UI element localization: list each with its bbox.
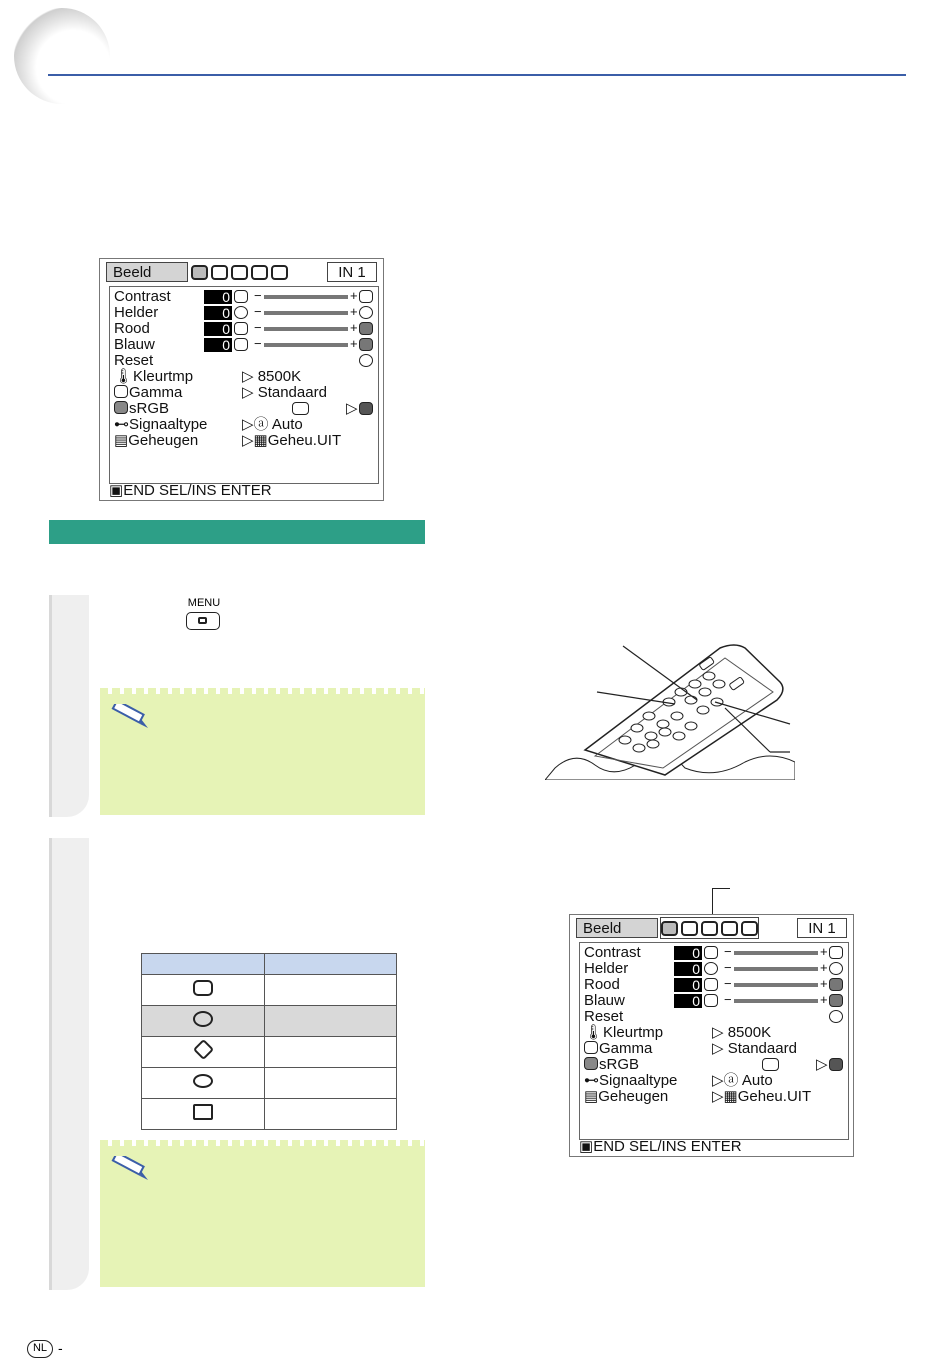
thermometer-icon: 🌡 bbox=[114, 368, 134, 385]
osd-row-signaaltype[interactable] bbox=[584, 1073, 677, 1089]
blue-high-icon bbox=[359, 338, 373, 351]
arrow-right-icon: ▷ bbox=[242, 416, 254, 433]
header-rule bbox=[48, 74, 906, 76]
contrast-icon bbox=[829, 946, 843, 959]
osd-row-label: Gamma bbox=[599, 1040, 653, 1057]
gamma-icon bbox=[584, 1041, 598, 1054]
osd-row-gamma[interactable] bbox=[114, 385, 182, 401]
arrow-right-icon: ▷ bbox=[816, 1056, 828, 1073]
step-tab-1 bbox=[49, 595, 89, 817]
menu-icon: ▣ bbox=[109, 482, 124, 499]
plus-icon: + bbox=[350, 336, 358, 351]
options-icon[interactable] bbox=[721, 921, 738, 936]
options-icon bbox=[193, 1074, 213, 1088]
blue-low-icon bbox=[704, 994, 718, 1007]
minus-icon: − bbox=[724, 944, 732, 959]
arrow-right-icon: ▷ bbox=[712, 1072, 724, 1089]
osd-footer-text: END SEL/INS ENTER bbox=[593, 1138, 742, 1155]
osd-row-rood[interactable]: Rood bbox=[584, 976, 620, 993]
srgb-icon bbox=[584, 1057, 598, 1070]
plus-icon: + bbox=[820, 960, 828, 975]
picture-icon bbox=[193, 980, 213, 996]
osd-row-contrast[interactable]: Contrast bbox=[584, 944, 641, 961]
auto-icon: ⓐ bbox=[253, 416, 272, 433]
slider-bar[interactable] bbox=[734, 999, 818, 1003]
slider-bar[interactable] bbox=[734, 967, 818, 971]
osd-row-rood[interactable]: Rood bbox=[114, 320, 150, 337]
blue-high-icon bbox=[829, 994, 843, 1007]
srgb-off-icon[interactable] bbox=[829, 1058, 843, 1071]
options-icon[interactable] bbox=[251, 265, 268, 280]
osd-value: 0 bbox=[674, 962, 702, 976]
osd-row-kleurtmp[interactable] bbox=[584, 1025, 663, 1041]
osd-row-label: sRGB bbox=[599, 1056, 640, 1073]
osd-option-value: 8500K bbox=[727, 1024, 772, 1041]
plus-icon: + bbox=[820, 992, 828, 1007]
brightness-icon bbox=[704, 962, 718, 975]
osd-option-value: Auto bbox=[271, 416, 303, 433]
osd-row-label: Signaaltype bbox=[599, 1072, 678, 1089]
osd-row-reset[interactable]: Reset bbox=[114, 352, 154, 369]
setup-icon[interactable] bbox=[701, 921, 718, 936]
srgb-on-icon[interactable] bbox=[292, 402, 309, 415]
osd-value: 0 bbox=[204, 306, 232, 320]
osd-row-helder[interactable]: Helder bbox=[114, 304, 159, 321]
slider-bar[interactable] bbox=[734, 983, 818, 987]
osd-footer-text: END SEL/INS ENTER bbox=[123, 482, 272, 499]
osd-row-blauw[interactable]: Blauw bbox=[114, 336, 155, 353]
osd-panel bbox=[109, 286, 379, 484]
osd-option[interactable] bbox=[712, 1089, 811, 1105]
remote-control-illustration bbox=[545, 640, 795, 780]
osd-option[interactable] bbox=[712, 1025, 771, 1041]
osd-option[interactable] bbox=[712, 1041, 797, 1057]
osd-tab-beeld[interactable]: Beeld bbox=[576, 918, 658, 938]
minus-icon: − bbox=[254, 320, 262, 335]
osd-value: 0 bbox=[674, 978, 702, 992]
red-high-icon bbox=[359, 322, 373, 335]
osd-option-value: Auto bbox=[741, 1072, 773, 1089]
osd-value: 0 bbox=[204, 322, 232, 336]
slider-bar[interactable] bbox=[734, 951, 818, 955]
osd-row-label: Geheugen bbox=[128, 432, 199, 449]
osd-row-gamma[interactable] bbox=[584, 1041, 652, 1057]
osd-menu-icons bbox=[661, 918, 758, 938]
red-high-icon bbox=[829, 978, 843, 991]
osd-option[interactable] bbox=[242, 385, 327, 401]
language-badge: NL bbox=[27, 1340, 53, 1358]
reset-icon[interactable] bbox=[359, 354, 373, 367]
picture-icon[interactable] bbox=[661, 921, 678, 936]
osd-row-helder[interactable]: Helder bbox=[584, 960, 629, 977]
language-icon[interactable] bbox=[271, 265, 288, 280]
menu-button-icon[interactable] bbox=[186, 612, 220, 630]
arrow-right-icon: ▷ bbox=[712, 1040, 728, 1057]
minus-icon: − bbox=[724, 976, 732, 991]
signal-icon: ⊷ bbox=[114, 416, 129, 433]
osd-footer bbox=[579, 1138, 742, 1155]
osd-row-signaaltype[interactable] bbox=[114, 417, 207, 433]
plus-icon: + bbox=[350, 288, 358, 303]
signal-icon: ⊷ bbox=[584, 1072, 599, 1089]
osd-option-value: Geheu.UIT bbox=[737, 1088, 812, 1105]
note-box-2 bbox=[100, 1140, 425, 1287]
minus-icon: − bbox=[254, 336, 262, 351]
language-icon bbox=[193, 1104, 213, 1120]
osd-row-label: Geheugen bbox=[598, 1088, 669, 1105]
memory-icon: ▤ bbox=[114, 432, 129, 449]
arrow-right-icon: ▷ bbox=[242, 432, 254, 449]
osd-input-indicator: IN 1 bbox=[797, 918, 847, 938]
menu-button-label: MENU bbox=[187, 597, 221, 609]
plus-icon: + bbox=[820, 976, 828, 991]
srgb-off-icon[interactable] bbox=[359, 402, 373, 415]
note-box-1 bbox=[100, 688, 425, 815]
arrow-right-icon: ▷ bbox=[242, 384, 258, 401]
osd-input-indicator: IN 1 bbox=[327, 262, 377, 282]
pencil-icon bbox=[110, 704, 150, 730]
memory-off-icon: ▦ bbox=[723, 1088, 738, 1105]
step-tab-2 bbox=[49, 838, 89, 1290]
srgb-icon bbox=[114, 401, 128, 414]
note-border bbox=[100, 688, 425, 694]
minus-icon: − bbox=[724, 992, 732, 1007]
fine-sync-icon[interactable] bbox=[681, 921, 698, 936]
picture-icon[interactable] bbox=[191, 265, 208, 280]
minus-icon: − bbox=[724, 960, 732, 975]
osd-value: 0 bbox=[204, 290, 232, 304]
slider-bar[interactable] bbox=[264, 295, 348, 299]
osd-row-label: sRGB bbox=[129, 400, 170, 417]
osd-row-label: Kleurtmp bbox=[603, 1024, 664, 1041]
red-low-icon bbox=[234, 322, 248, 335]
osd-row-contrast[interactable]: Contrast bbox=[114, 288, 171, 305]
language-icon[interactable] bbox=[741, 921, 758, 936]
auto-icon: ⓐ bbox=[723, 1072, 742, 1089]
contrast-icon bbox=[359, 290, 373, 303]
note-border bbox=[100, 1140, 425, 1146]
setup-icon bbox=[192, 1039, 213, 1060]
osd-menu-icons bbox=[191, 262, 288, 282]
menu-icon-table bbox=[141, 953, 397, 1130]
srgb-on-icon[interactable] bbox=[762, 1058, 779, 1071]
memory-off-icon: ▦ bbox=[253, 432, 268, 449]
page-dash: - bbox=[58, 1340, 63, 1356]
gamma-icon bbox=[114, 385, 128, 398]
plus-icon: + bbox=[820, 944, 828, 959]
slider-bar[interactable] bbox=[264, 327, 348, 331]
osd-option-value: 8500K bbox=[257, 368, 302, 385]
fine-sync-icon bbox=[193, 1011, 213, 1027]
brightness-icon bbox=[829, 962, 843, 975]
plus-icon: + bbox=[350, 304, 358, 319]
osd-row-srgb[interactable] bbox=[584, 1057, 639, 1073]
minus-icon: − bbox=[254, 288, 262, 303]
plus-icon: + bbox=[350, 320, 358, 335]
brightness-icon bbox=[359, 306, 373, 319]
arrow-right-icon: ▷ bbox=[242, 368, 258, 385]
osd-menu-bottom bbox=[569, 914, 854, 1157]
osd-menu-top bbox=[99, 258, 384, 501]
fine-sync-icon[interactable] bbox=[211, 265, 228, 280]
osd-value: 0 bbox=[674, 994, 702, 1008]
osd-option-value: Standaard bbox=[727, 1040, 797, 1057]
osd-row-geheugen[interactable] bbox=[114, 433, 198, 449]
osd-option[interactable] bbox=[242, 433, 341, 449]
callout-line bbox=[712, 888, 730, 889]
osd-row-label: Gamma bbox=[129, 384, 183, 401]
osd-row-geheugen[interactable] bbox=[584, 1089, 668, 1105]
osd-row-blauw[interactable]: Blauw bbox=[584, 992, 625, 1009]
reset-icon[interactable] bbox=[829, 1010, 843, 1023]
osd-option[interactable] bbox=[242, 417, 303, 433]
slider-bar[interactable] bbox=[264, 311, 348, 315]
osd-option[interactable] bbox=[242, 369, 301, 385]
arrow-right-icon: ▷ bbox=[712, 1024, 728, 1041]
blue-low-icon bbox=[234, 338, 248, 351]
brightness-icon bbox=[234, 306, 248, 319]
arrow-right-icon: ▷ bbox=[712, 1088, 724, 1105]
minus-icon: − bbox=[254, 304, 262, 319]
corner-decoration bbox=[14, 8, 110, 104]
section-heading-band bbox=[49, 520, 425, 544]
osd-row-reset[interactable]: Reset bbox=[584, 1008, 624, 1025]
arrow-right-icon: ▷ bbox=[346, 400, 358, 417]
osd-row-kleurtmp[interactable] bbox=[114, 369, 193, 385]
contrast-icon bbox=[234, 290, 248, 303]
osd-option-value: Geheu.UIT bbox=[267, 432, 342, 449]
osd-value: 0 bbox=[674, 946, 702, 960]
osd-tab-beeld[interactable]: Beeld bbox=[106, 262, 188, 282]
osd-option-value: Standaard bbox=[257, 384, 327, 401]
red-low-icon bbox=[704, 978, 718, 991]
memory-icon: ▤ bbox=[584, 1088, 599, 1105]
osd-footer bbox=[109, 482, 272, 499]
menu-icon: ▣ bbox=[579, 1138, 594, 1155]
slider-bar[interactable] bbox=[264, 343, 348, 347]
pencil-icon bbox=[110, 1156, 150, 1182]
setup-icon[interactable] bbox=[231, 265, 248, 280]
osd-row-srgb[interactable] bbox=[114, 401, 169, 417]
osd-value: 0 bbox=[204, 338, 232, 352]
osd-row-label: Signaaltype bbox=[129, 416, 208, 433]
thermometer-icon: 🌡 bbox=[584, 1024, 604, 1041]
osd-panel bbox=[579, 942, 849, 1140]
osd-option[interactable] bbox=[712, 1073, 773, 1089]
osd-row-label: Kleurtmp bbox=[133, 368, 194, 385]
contrast-icon bbox=[704, 946, 718, 959]
